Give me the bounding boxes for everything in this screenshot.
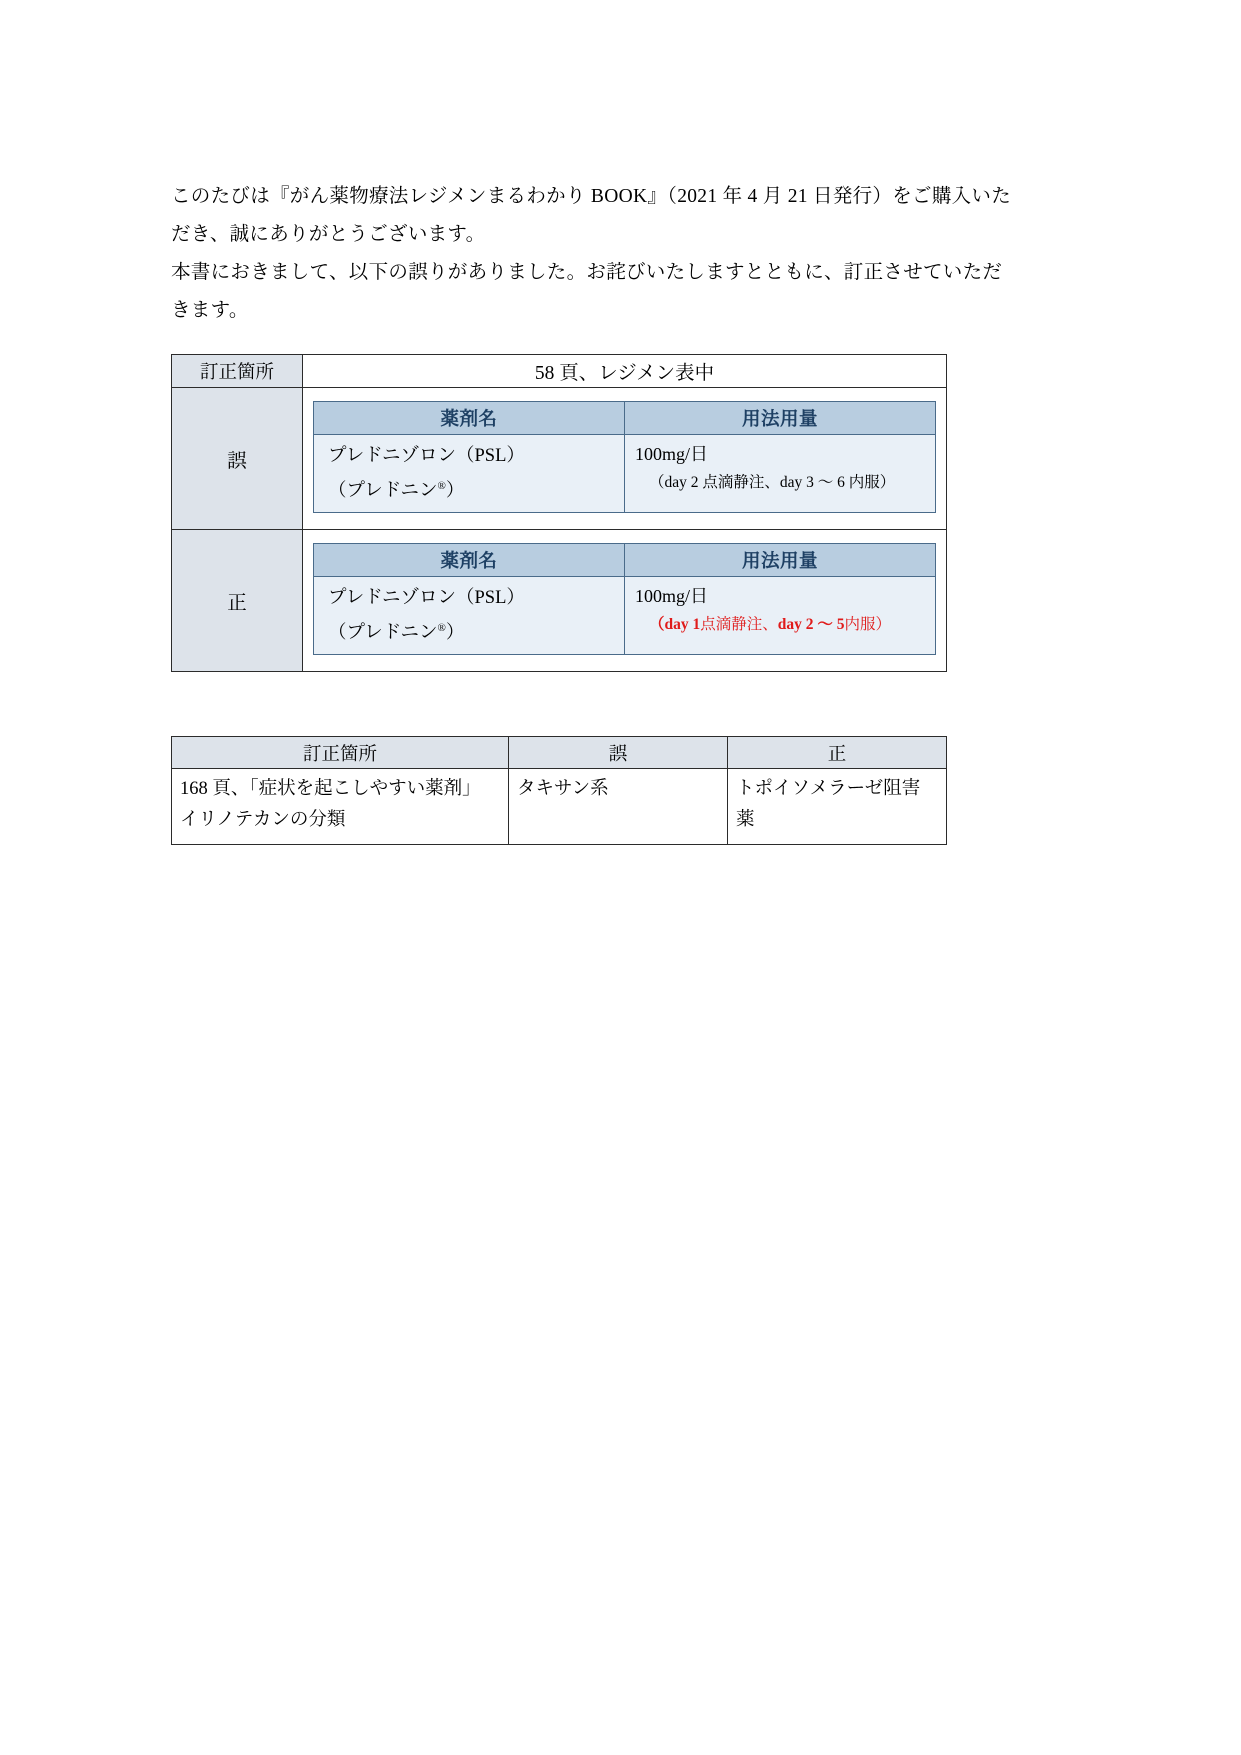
table-row: [172, 769, 947, 845]
drug-name-correct: [314, 577, 625, 655]
intro-paragraph: [171, 178, 1071, 330]
column-header-drug-name: 薬剤名: [314, 402, 625, 435]
regimen-table-correct: [313, 543, 936, 655]
drug-brand-open: （プレドニン: [328, 623, 438, 644]
table-row: [314, 577, 936, 655]
dosage-correct: [625, 577, 936, 655]
correction-table-page58: [171, 354, 947, 672]
schedule-paren-open: （: [649, 616, 665, 634]
registered-mark-icon: ®: [437, 622, 446, 635]
drug-brand-open: （プレドニン: [328, 481, 438, 502]
table-row: [314, 402, 936, 435]
table-row-correct: [172, 530, 947, 672]
table-row: [314, 544, 936, 577]
column-header-location: 訂正箇所: [172, 737, 509, 769]
regimen-table-wrong: [313, 401, 936, 513]
wrong-value-cell: タキサン系: [509, 769, 728, 845]
column-header-correct: 正: [728, 737, 947, 769]
location-cell: [172, 769, 509, 845]
wrong-label: 誤: [172, 388, 303, 530]
schedule-route-2: 内服: [844, 616, 876, 634]
drug-name-line-1: プレドニゾロン（PSL）: [328, 588, 525, 609]
intro-block-1: [171, 178, 1071, 254]
correct-value-cell: トポイソメラーゼ阻害薬: [728, 769, 947, 845]
column-header-wrong: 誤: [509, 737, 728, 769]
drug-name-line-1: プレドニゾロン（PSL）: [328, 446, 525, 466]
column-header-drug-name: 薬剤名: [314, 544, 625, 577]
column-header-dosage: 用法用量: [625, 402, 936, 435]
column-header-dosage: 用法用量: [625, 544, 936, 577]
schedule-route-1: 点滴静注、: [700, 616, 778, 634]
intro-line-3: 本書におきまして、以下の誤りがありました。お詫びいたしますとともに、訂正させていただ: [171, 262, 1003, 283]
dosage-schedule-correct: [635, 612, 935, 638]
dosage-schedule-wrong: （day 2 点滴静注、day 3 〜 6 内服）: [649, 474, 896, 491]
wrong-content-cell: [303, 388, 947, 530]
table-row: [314, 435, 936, 513]
correction-location-value: 58 頁、レジメン表中: [303, 355, 947, 388]
intro-line-1: このたびは『がん薬物療法レジメンまるわかり BOOK』（2021 年 4 月 21 日発行）をご購入いた: [171, 186, 1012, 207]
location-line-1: 168 頁、「症状を起こしやすい薬剤」: [180, 779, 481, 799]
schedule-day2to5: day 2 〜 5: [777, 616, 845, 634]
dosage-wrong: [625, 435, 936, 513]
table-row-header: [172, 737, 947, 769]
schedule-paren-close: ）: [875, 616, 892, 634]
registered-mark-icon: ®: [437, 480, 446, 492]
drug-brand-close: ）: [445, 623, 465, 644]
intro-line-4: きます。: [171, 300, 249, 321]
dosage-main-correct: 100mg/日: [635, 586, 709, 607]
location-line-2: イリノテカンの分類: [180, 810, 346, 830]
correction-location-label: 訂正箇所: [172, 355, 303, 388]
table-row-header: [172, 355, 947, 388]
correct-label: 正: [172, 530, 303, 672]
table-row-wrong: [172, 388, 947, 530]
dosage-main-wrong: 100mg/日: [635, 444, 709, 464]
schedule-day1: day 1: [664, 616, 701, 634]
correct-content-cell: [303, 530, 947, 672]
drug-brand-close: ）: [445, 481, 465, 502]
correction-table-page168: [171, 736, 947, 845]
drug-name-wrong: [314, 435, 625, 513]
intro-block-2: [171, 254, 1071, 330]
intro-line-2: だき、誠にありがとうございます。: [171, 224, 486, 245]
